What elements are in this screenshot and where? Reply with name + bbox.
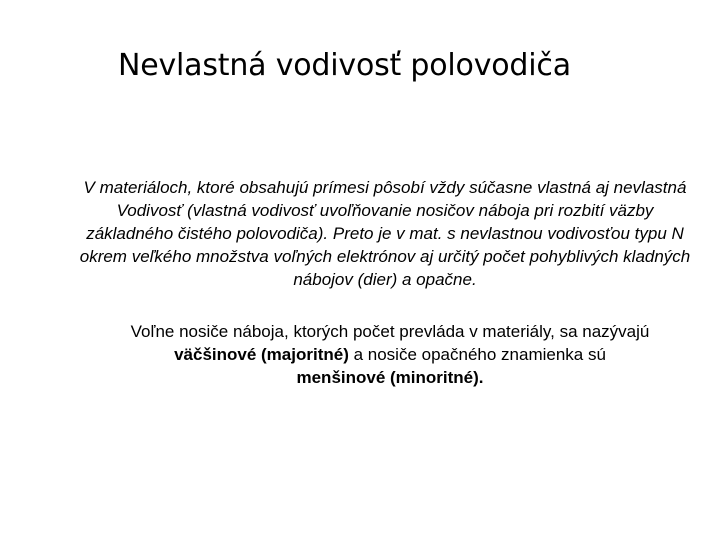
paragraph2-line bbox=[50, 343, 720, 366]
paragraph1-line: okrem veľkého množstva voľných elektrónov aj určitý počet pohyblivých kladných bbox=[79, 247, 691, 266]
paragraph1-line: V materiáloch, ktoré obsahujú prímesi pôsobí vždy súčasne vlastná aj nevlastná bbox=[83, 178, 687, 197]
paragraph-majority-minority bbox=[50, 320, 720, 389]
paragraph-intrinsic-extrinsic bbox=[40, 176, 720, 291]
paragraph1-line: nábojov (dier) a opačne. bbox=[293, 270, 477, 289]
paragraph1-line: Vodivosť (vlastná vodivosť uvoľňovanie nosičov náboja pri rozbití väzby bbox=[116, 201, 654, 220]
minority-carriers-term: menšinové (minoritné). bbox=[296, 368, 484, 387]
paragraph2-line-rest: a nosiče opačného znamienka sú bbox=[348, 345, 606, 364]
majority-carriers-term: väčšinové (majoritné) bbox=[174, 345, 349, 364]
slide-title: Nevlastná vodivosť polovodiča bbox=[118, 48, 571, 83]
paragraph1-line: základného čistého polovodiča). Preto je v mat. s nevlastnou vodivosťou typu N bbox=[86, 224, 684, 243]
paragraph2-line: Voľne nosiče náboja, ktorých počet prevláda v materiály, sa nazývajú bbox=[130, 322, 650, 341]
